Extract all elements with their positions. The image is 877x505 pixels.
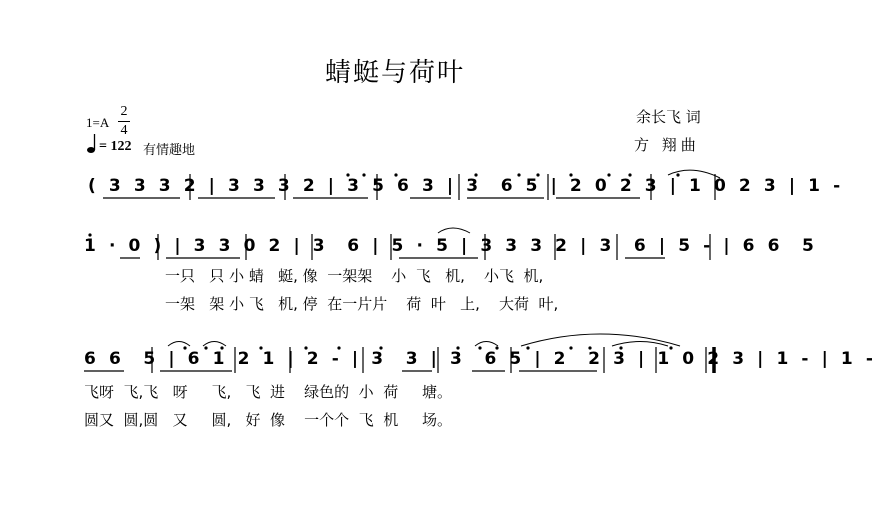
lyrics-line3-verse1: 飞呀 飞,飞 呀 飞, 飞 进 绿色的 小 荷 塘。 [84,383,453,401]
lyrics-line2-verse1: 一只 只 小 蜻 蜓, 像 一架架 小 飞 机, 小飞 机, [165,267,544,285]
score-line-3: 6 6 5 | 6 1 2 1 | 2 - | 3 3 | 3 6 5 | 2 2 3 | 1 0 2 3 | 1 - | 1 - [84,349,877,369]
score-line-2: 1 · 0 ) | 3 3 0 2 | 3 6 | 5 · 5 | 3 3 3 2 | 3 6 | 5 - | 6 6 5 [84,236,818,256]
lyrics-line3-verse2: 圆又 圆,圆 又 圆, 好 像 一个个 飞 机 场。 [84,411,453,429]
time-signature-top: 2 [120,104,128,119]
lyrics-line2-verse2: 一架 架 小 飞 机, 停 在一片片 荷 叶 上, 大荷 叶, [165,295,559,313]
expression-marking: 有情趣地 [143,143,196,158]
lyricist-credit: 余长飞 词 [636,108,701,126]
song-title: 蜻蜓与荷叶 [324,58,465,88]
score-line-1: ( 3 3 3 2 | 3 3 3 2 | 3 5 6 3 | 3 6 5 | 2 0 2 3 | 1 0 2 3 | 1 - [88,176,844,196]
quarter-note-icon [87,134,95,153]
time-signature-bottom: 4 [120,123,128,138]
composer-credit: 方 翔曲 [634,136,700,154]
octave-dots [88,173,679,349]
tempo-marking: = 122 [99,139,132,154]
key-signature: 1=A [86,115,110,130]
